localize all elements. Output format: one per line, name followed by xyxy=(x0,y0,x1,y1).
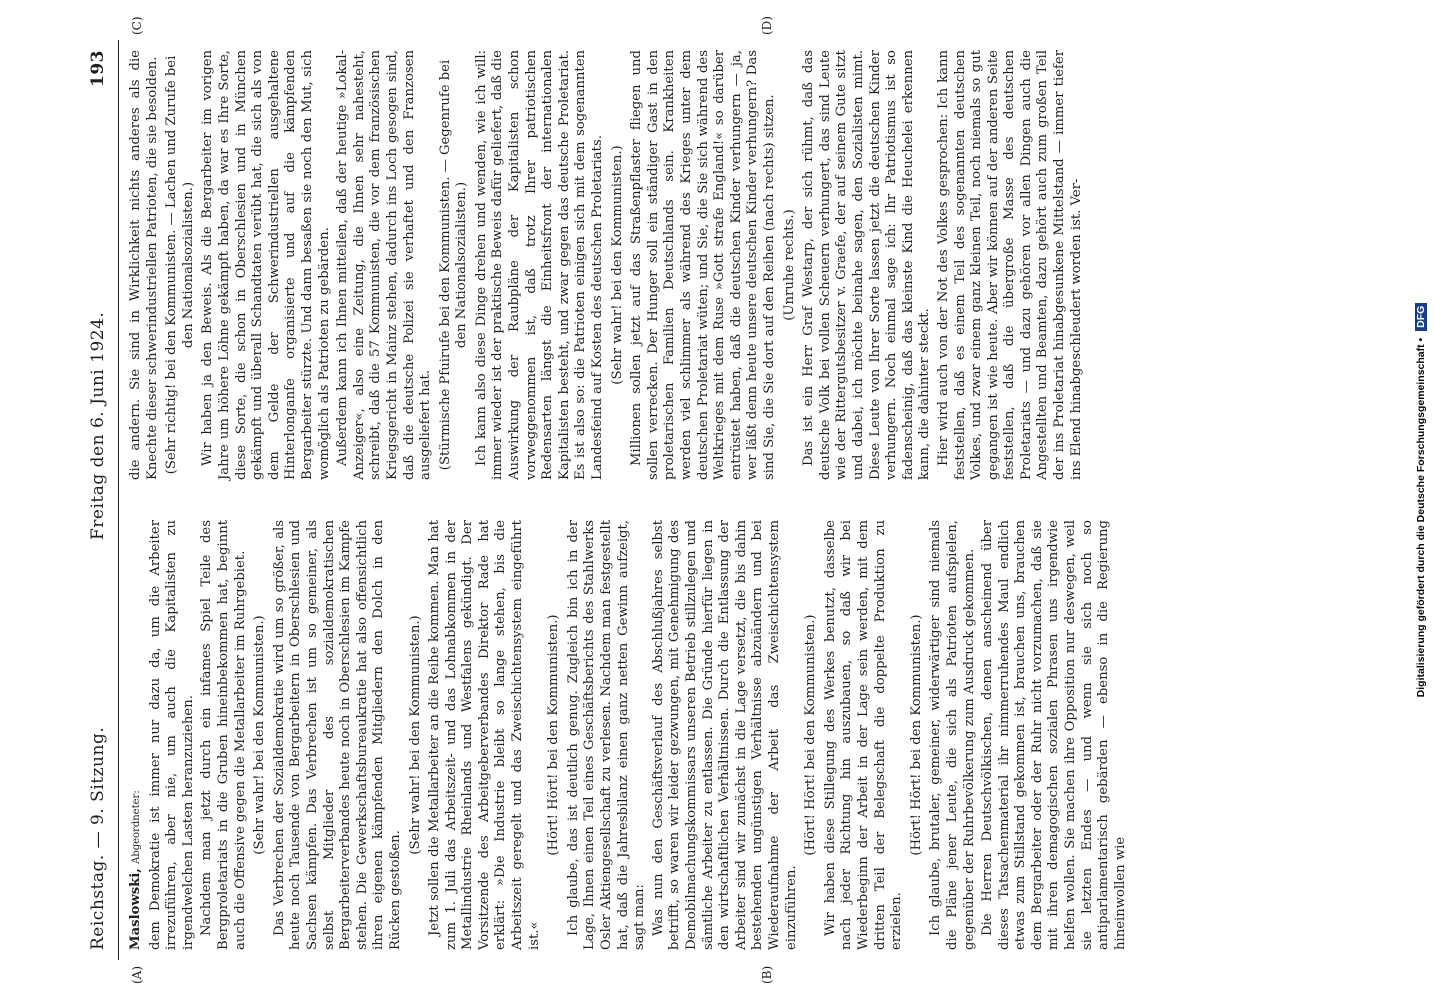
paragraph: Außerdem kann ich Ihnen mitteilen, daß der heutige »Lokal-Anzeiger«, also eine Zeitung, die Ihnen sehr nahesteht, schreibt, daß die 57 Kommunisten, die vor dem französischen Kriegsgericht in Mainz stehen, dadurch ins Loch gesogen sind, daß die deutsche Polizei sie verhaftet und den Franzosen ausgeliefert hat. xyxy=(335,50,434,480)
header-left: Reichstag. — 9. Sitzung. xyxy=(88,726,108,950)
paragraph: Hier wird auch von der Not des Volkes gesprochen: Ich kann feststellen, daß es einem Teil des sogenannten deutschen Volkes, und zwar einem ganz kleinen Teil, noch niemals so gut gegangen ist wie heute. Aber wir können auf der anderen Seite feststellen, daß die übergroße Masse des deutschen Proletariats — und dazu gehören vor allen Dingen auch die Angestellten und Beamten, dazu gehört auch zum großen Teil der ins Proletariat hinabgesunkene Mittelstand — immer tiefer ins Elend hinabgeschleudert worden ist. Ver- xyxy=(935,50,1084,480)
page-header xyxy=(88,40,118,960)
digitization-credit xyxy=(1410,8,1432,992)
text-column-left xyxy=(128,520,1131,950)
paragraph: Das Verbrechen der Sozialdemokratie wird um so größer, als heute noch Tausende von Bergarbeitern in Oberschlesien und Sachsen kämpfen. Das Verbrechen ist um so gemeiner, als selbst Mitglieder des sozialdemokratischen Bergarbeiterverbandes heute noch in Oberschlesien im Kampfe stehen. Die Gewerkschaftsbureaukratie hat also offensichtlich ihren eigenen kämpfenden Mitgliedern den Dolch in den Rücken gestoßen. xyxy=(271,520,403,950)
credit-text: Digitalisierung gefördert durch die Deutsche Forschungsgemeinschaft • xyxy=(1415,337,1427,698)
paragraph: Millionen sollen jetzt auf das Straßenpflaster fliegen und sollen verrecken. Der Hunger soll ein ständiger Gast in den proletarischen Familien Deutschlands sein. Krankheiten werden viel schlimmer als während des Krieges unter dem deutschen Proletariat wüten; und Sie, die Sie sich während des Weltkrieges mit dem Ruse »Gott strafe England!« so darüber entrüstet haben, daß die deutschen Kinder verhungern — ja, wer läßt denn heute unsere deutschen Kinder verhungern? Das sind Sie, die Sie dort auf den Reihen (nach rechts) sitzen. xyxy=(629,50,777,480)
dfg-logo: DFG xyxy=(1415,303,1427,331)
scanned-page xyxy=(70,0,1406,1000)
header-date: Freitag den 6. Juni 1924. xyxy=(88,311,108,540)
interjection: (Sehr wahr! bei den Kommunisten.) xyxy=(252,615,268,855)
paragraph: Das ist ein Herr Graf Westarp, der sich rühmt, daß das deutsche Volk bei vollen Scheuern verhungert, das sind Leute wie der Rittergutsbesitzer v. Graefe, der auf seinem Gute sitzt und dabei, ich möchte beinahe sagen, den Sozialisten mimt. Diese Leute von Ihrer Sorte lassen jetzt die deutschen Kinder verhungern. Noch einmal sage ich: Ihr Patriotismus ist so fadenscheinig, daß das kleinste Kind die Heuchelei erkennen kann, die dahinter steckt. xyxy=(801,50,933,480)
interjection: (Hört! Hört! bei den Kommunisten.) xyxy=(803,614,819,856)
paragraph: Wir haben ja den Beweis. Als die Bergarbeiter im vorigen Jahre um höhere Löhne gekämpft haben, da war es Ihre Sorte, diese Sorte, die schon in Oberschlesien und in München gekämpft und überall Schandtaten verübt hat, die sich als von dem Gelde der Schwerindustriellen ausgehaltene Hinterlonganfe organisierte und auf die kämpfenden Bergarbeiter stürzte. Und dann besaßen sie noch den Mut, sich womöglich als Patrioten zu gebärden. xyxy=(200,50,332,480)
header-rule xyxy=(118,40,119,960)
text-column-right xyxy=(128,50,1087,480)
paragraph: Was nun den Geschäftsverlauf des Abschlußjahres selbst betrifft, so waren wir leider gezwungen, mit Genehmigung des Demobilmachungskommissars unseren Betrieb stillzulegen und sämtliche Arbeiter zu entlassen. Die Gründe hierfür liegen in den wirtschaftlichen Verhältnissen. Durch die Entlassung der Arbeiter sind wir zunächst in die Lage versetzt, die bis dahin bestehenden ungünstigen Verhältnisse abzuändern und bei Wiederaufnahme der Arbeit das Zweischichtensystem einzuführen. xyxy=(650,520,799,950)
margin-marker-a: (A) xyxy=(130,965,144,984)
interjection: (Stürmische Pfuirufe bei den Kommunisten. — Gegenrufe bei den Nationalsozialisten.) xyxy=(437,59,470,471)
paragraph: dem Demokratie ist immer nur dazu da, um die Arbeiter irrezuführen, aber nie, um auch die Kapitalisten zu irgendwelchen Lasten heranzuziehen. xyxy=(147,520,196,950)
paragraph: Ich glaube, brutaler, gemeiner, widerwärtiger sind niemals die Pläne jener Leute, die sich als Patrioten aufspielen, gegenüber der Ruhrbevölkerung zum Ausdruck gekommen. xyxy=(928,520,977,950)
paragraph: die andern. Sie sind in Wirklichkeit nichts anderes als die Knechte dieser schwerindustriellen Patrioten, die sie besolden. xyxy=(128,50,160,480)
speaker-name: Maslowski, xyxy=(128,868,143,950)
margin-marker-d: (D) xyxy=(760,16,774,35)
interjection: (Sehr wahr! bei den Kommunisten.) xyxy=(407,615,423,855)
paragraph: Wir haben diese Stillegung des Werkes benutzt, dasselbe nach jeder Richtung hin auszubauen, so daß wir bei Wiederbeginn der Arbeit in der Lage sein werden, mit dem dritten Teil der Belegschaft die doppelte Produktion zu erzielen. xyxy=(822,520,905,950)
paragraph: Jetzt sollen die Metallarbeiter an die Reihe kommen. Man hat zum 1. Juli das Arbeitszeit- und das Lohnabkommen in der Metallindustrie Rheinlands und Westfalens gekündigt. Der Vorsitzende des Arbeitgeberverbandes Direktor Rade hat erklärt: »Die Industrie bleibt so lange stehen, bis die Arbeitszeit geregelt und das Zweischichtensystem eingeführt ist.« xyxy=(427,520,542,950)
speaker-line xyxy=(128,520,146,950)
paragraph: Die Herren Deutschvölkischen, denen anscheinend über dieses Tatsachenmaterial ihr nimmerruhendes Maul endlich etwas zum Stillstand gekommen ist, brauchen uns, brauchen dem Bergarbeiter oder der Ruhr nicht vorzumachen, daß sie mit ihren demagogischen sozialen Phrasen uns irgendwie helfen wollen. Sie machen ihre Opposition nur deswegen, weil sie letzten Endes — und wenn sie sich noch so antiparlamentarisch gebärden — ebenso in die Regierung hineinwollen wie xyxy=(980,520,1128,950)
paragraph: Ich kann also diese Dinge drehen und wenden, wie ich will: immer wieder ist der praktische Beweis dafür geliefert, daß die Auswirkung der Raubpläne der Kapitalisten schon vorweggenommen ist, daß trotz Ihrer patriotischen Redensarten längst die Einheitsfront der internationalen Kapitalisten besteht, und zwar gegen das deutsche Proletariat. Es ist also so: die Patrioten einigen sich mit dem sogenannten Landesfeind auf Kosten des deutschen Proletariats. xyxy=(473,50,606,480)
rotated-page-content xyxy=(70,16,1406,984)
interjection: (Hört! Hört! bei den Kommunisten.) xyxy=(546,614,562,856)
interjection: (Hört! Hört! bei den Kommunisten.) xyxy=(908,614,924,856)
paragraph: Ich glaube, das ist deutlich genug. Zugleich bin ich in der Lage, Ihnen einen Teil eines Geschäftsberichts des Stahlwerks Osler Aktiengesellschaft zu verlesen. Nachdem man festgestellt hat, daß die Jahresbilanz einen ganz netten Gewinn aufzeigt, sagt man: xyxy=(565,520,648,950)
interjection: (Sehr wahr! bei den Kommunisten.) xyxy=(609,145,625,385)
interjection: (Unruhe rechts.) xyxy=(781,209,797,321)
paragraph: Nachdem man jetzt durch ein infames Spiel Teile des Bergproletariats in die Gruben hineinbekommen hat, beginnt auch die Offensive gegen die Metallarbeiter im Ruhrgebiet. xyxy=(199,520,248,950)
speaker-role: Abgeordneter: xyxy=(131,790,142,864)
margin-marker-c: (C) xyxy=(130,16,144,35)
margin-marker-b: (B) xyxy=(760,965,774,984)
page-number: 193 xyxy=(88,50,108,87)
interjection: (Sehr richtig! bei den Kommunisten. — Lachen und Zurufe bei den Nationalsozialisten.) xyxy=(164,55,196,475)
